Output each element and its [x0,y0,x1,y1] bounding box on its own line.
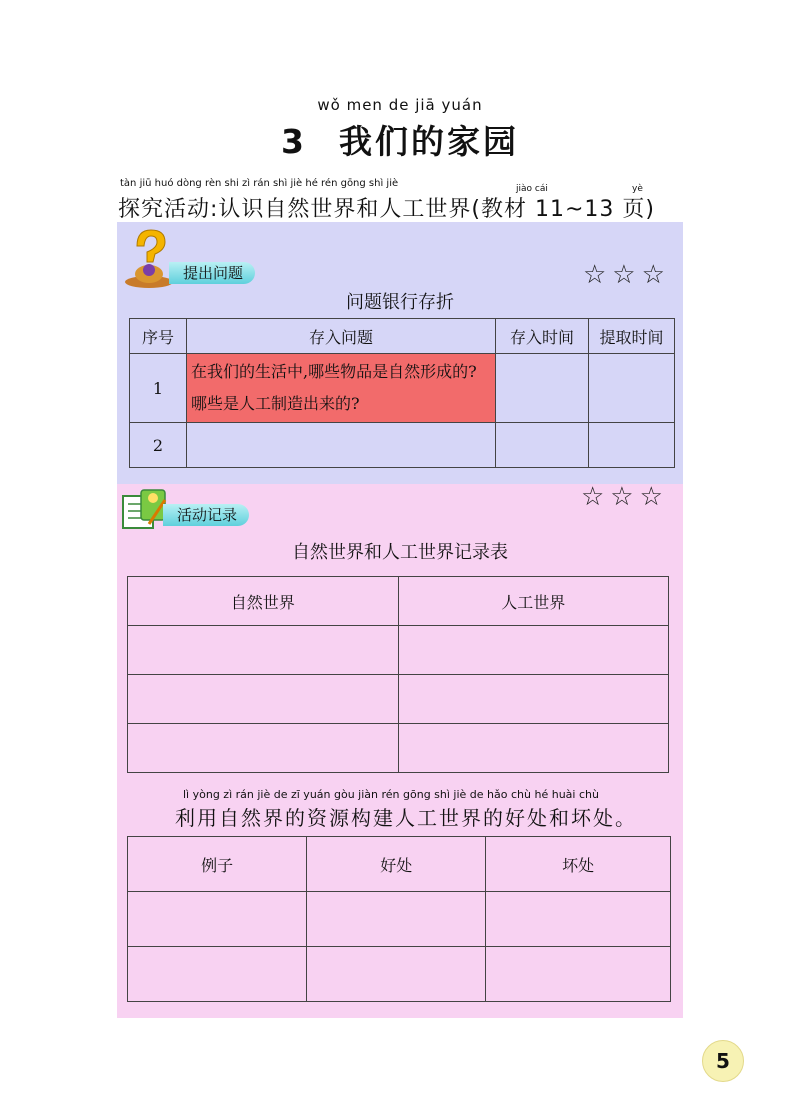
subtitle-pinyin-ye: yè [632,184,643,194]
prompt-text: 利用自然界的资源构建人工世界的好处和坏处。 [175,806,637,830]
table-row [130,423,675,468]
title-pinyin: wǒ men de jiā yuán [317,96,483,114]
harm-cell[interactable] [486,947,671,1002]
rating-stars[interactable]: ☆☆☆ [581,482,669,512]
harm-cell[interactable] [486,892,671,947]
world-record-table [127,576,669,773]
question-bank-caption: 问题银行存折 [346,292,454,313]
artificial-cell[interactable] [398,724,669,773]
lesson-title: 我们的家园 [338,122,519,161]
col-header-question: 存入问题 [187,319,496,354]
subtitle-pinyin: tàn jiū huó dòng rèn shi zì rán shì jiè hé rén gōng shì jiè [120,178,399,189]
natural-cell[interactable] [128,724,399,773]
activity-record-badge: 活动记录 [163,504,249,526]
question-cell[interactable] [187,423,496,468]
benefit-cell[interactable] [307,892,486,947]
prompt-pinyin: lì yòng zì rán jiè de zī yuán gòu jiàn rén gōng shì jiè de hǎo chù hé huài chù [183,788,599,801]
pros-cons-table [127,836,671,1002]
col-header-benefit: 好处 [307,837,486,892]
natural-cell[interactable] [128,626,399,675]
col-header-natural: 自然世界 [128,577,399,626]
table-row [128,947,671,1002]
example-cell[interactable] [128,892,307,947]
col-header-in-time: 存入时间 [496,319,589,354]
table-row [128,675,669,724]
benefit-cell[interactable] [307,947,486,1002]
activity-record-panel [117,484,683,1018]
example-cell[interactable] [128,947,307,1002]
row-number: 2 [130,423,187,468]
table-row [128,626,669,675]
question-cell: 在我们的生活中,哪些物品是自然形成的?哪些是人工制造出来的? [187,354,496,423]
in-time-cell[interactable] [496,423,589,468]
col-header-out-time: 提取时间 [589,319,675,354]
artificial-cell[interactable] [398,626,669,675]
table-row [130,354,675,423]
in-time-cell[interactable] [496,354,589,423]
question-bank-table [129,318,675,468]
subtitle-pinyin-jiaocai: jiào cái [516,184,548,194]
record-table-caption: 自然世界和人工世界记录表 [292,542,508,563]
page-title [0,116,800,163]
rating-stars[interactable]: ☆☆☆ [583,260,671,290]
col-header-example: 例子 [128,837,307,892]
ask-question-badge: 提出问题 [169,262,255,284]
col-header-no: 序号 [130,319,187,354]
out-time-cell[interactable] [589,354,675,423]
question-panel [117,222,683,484]
col-header-artificial: 人工世界 [398,577,669,626]
page-number: 5 [702,1040,744,1082]
table-row [128,892,671,947]
col-header-harm: 坏处 [486,837,671,892]
table-row [128,724,669,773]
artificial-cell[interactable] [398,675,669,724]
activity-subtitle: 探究活动:认识自然世界和人工世界(教材 11~13 页) [118,197,655,222]
row-number: 1 [130,354,187,423]
lesson-number: 3 [281,122,307,161]
out-time-cell[interactable] [589,423,675,468]
natural-cell[interactable] [128,675,399,724]
